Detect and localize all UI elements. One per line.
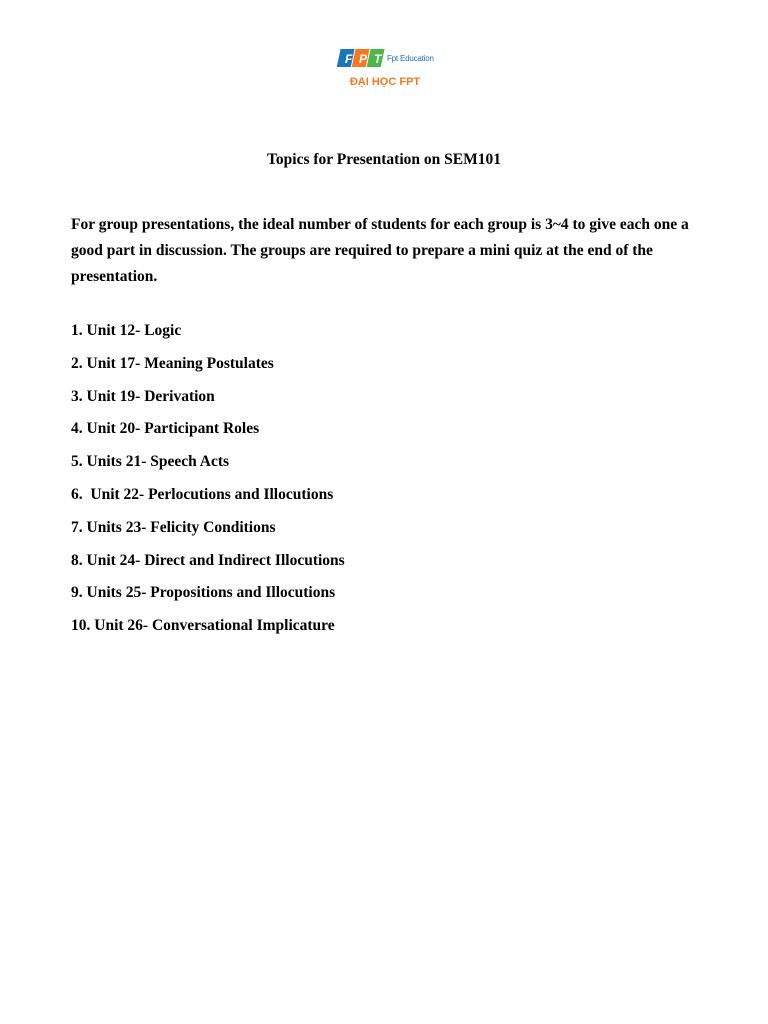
svg-text:P: P (359, 52, 368, 66)
topic-item: 6. Unit 22- Perlocutions and Illocutions (71, 485, 334, 503)
svg-text:T: T (374, 52, 382, 66)
topic-item: 7. Units 23- Felicity Conditions (71, 518, 276, 536)
topic-item: 10. Unit 26- Conversational Implicature (71, 617, 335, 635)
topic-list (71, 321, 345, 649)
fpt-education-logo (337, 47, 437, 93)
topic-item: 1. Unit 12- Logic (71, 322, 182, 339)
topic-item: 2. Unit 17- Meaning Postulates (71, 354, 274, 372)
topic-item: 8. Unit 24- Direct and Indirect Illocutions (71, 551, 345, 569)
topic-item: 5. Units 21- Speech Acts (71, 453, 230, 471)
page-title: Topics for Presentation on SEM101 (267, 151, 501, 168)
topic-item: 3. Unit 19- Derivation (71, 387, 215, 405)
logo-tagline: Fpt Education (387, 54, 434, 63)
topic-item: 4. Unit 20- Participant Roles (71, 420, 260, 438)
svg-text:F: F (345, 52, 353, 66)
fpt-logo-icon (337, 47, 385, 71)
logo-university-name: ĐẠI HỌC FPT (349, 76, 421, 88)
intro-paragraph: For group presentations, the ideal number of students for each group is 3~4 to give each one a good part in discussion. The groups are required to prepare a mini quiz at the end of the presentation. (71, 216, 689, 285)
topic-item: 9. Units 25- Propositions and Illocutions (71, 584, 336, 602)
